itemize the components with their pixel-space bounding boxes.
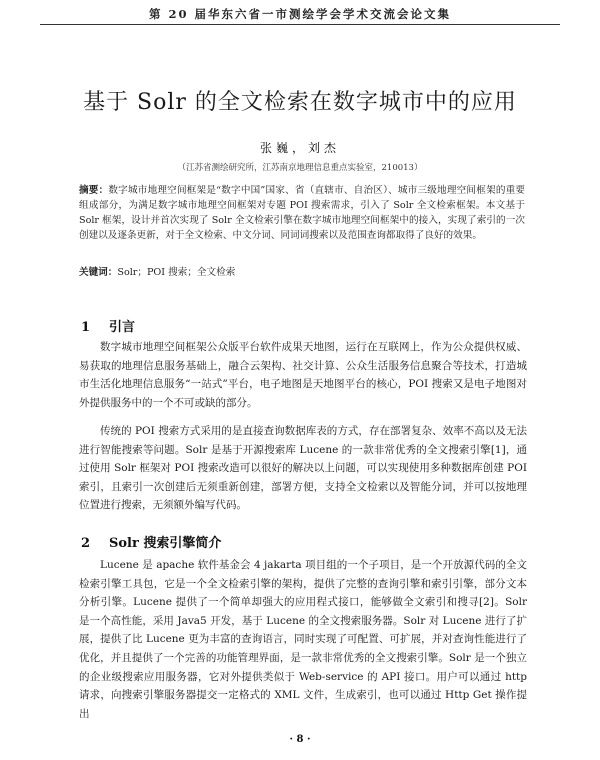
page-number: · 8 · (289, 734, 311, 745)
paragraph: 传统的 POI 搜索方式采用的是直接查询数据库表的方式，存在部署复杂、效率不高以及无法进行智能搜索等问题。Solr 是基于开源搜索库 Lucene 的一款非常优秀的全文搜索引擎[1]，通过使用 Solr 框架对 POI 搜索改造可以很好的解决以上问题，可以实现使用多种数据库创建 POI 索引，且索引一次创建后无须重新创建，部署方便，支持全文检索以及智能分词，并可以按地理位置进行搜索，无须额外编写代码。 (79, 425, 527, 512)
paragraph: Lucene 是 apache 软件基金会 4 jakarta 项目组的一个子项目，是一个开放源代码的全文检索引擎工具包，它是一个全文检索引擎的架构，提供了完整的查询引擎和索引引擎，部分文本分析引擎。Lucene 提供了一个简单却强大的应用程式接口，能够做全文索引和搜寻[2]。Solr 是一个高性能，采用 Java5 开发，基于 Lucene 的全文搜索服务器。Solr 对 Lucene 进行了扩展，提供了比 Lucene 更为丰富的查询语言，同时实现了可配置、可扩展，并对查询性能进行了优化，并且提供了一个完善的功能管理界面，是一款非常优秀的全文搜索引擎。Solr 是一个独立的企业级搜索应用服务器，它对外提供类似于 Web-service 的 API 接口。用户可以通过 http 请求，向搜索引擎服务器提交一定格式的 XML 文件，生成索引，也可以通过 Http Get 操作提出 (79, 559, 527, 720)
header-rule (40, 24, 560, 25)
section-number: 1 (81, 320, 91, 335)
affiliation: （江苏省测绘研究所，江苏南京地理信息重点实验室，210013） (177, 163, 423, 173)
abstract (79, 183, 525, 243)
authors: 张巍，刘杰 (259, 141, 340, 155)
keywords (79, 264, 525, 278)
keywords-label: 关键词： (79, 267, 118, 278)
section-title: 引言 (109, 320, 136, 335)
section-title: Solr 搜索引擎简介 (109, 536, 222, 551)
section-number: 2 (81, 536, 91, 551)
keywords-text: Solr；POI 搜索；全文检索 (117, 267, 236, 278)
abstract-label: 摘要： (79, 185, 109, 196)
abstract-text: 数字城市地理空间框架是“数字中国”国家、省（直辖市、自治区）、城市三级地理空间框架的重要组成部分，为满足数字城市地理空间框架对专题 POI 搜索需求，引入了 Solr 全文检索框架。本文基于 Solr 框架，设计并首次实现了 Solr 全文检索引擎在数字城市地理空间框架中的接入，实现了索引的一次创建以及逐条更新，对于全文检索、中文分词、同词词搜索以及范围查询都取得了良好的效果。 (79, 185, 525, 241)
running-header: 第 20 届华东六省一市测绘学会学术交流会论文集 (148, 7, 451, 21)
paper-title: 基于 Solr 的全文检索在数字城市中的应用 (83, 90, 517, 115)
paragraph: 数字城市地理空间框架公众版平台软件成果天地图，运行在互联网上，作为公众提供权威、易获取的地理信息服务基础上，融合云架构、社交计算、公众生活服务信息聚合等技术，打造城市生活化地理信息服务“一站式”平台，电子地图是天地图平台的核心，POI 搜索又是电子地图对外提供服务中的一个不可或缺的部分。 (79, 341, 527, 409)
section-heading-1 (81, 316, 135, 335)
section-heading-2 (81, 532, 221, 551)
